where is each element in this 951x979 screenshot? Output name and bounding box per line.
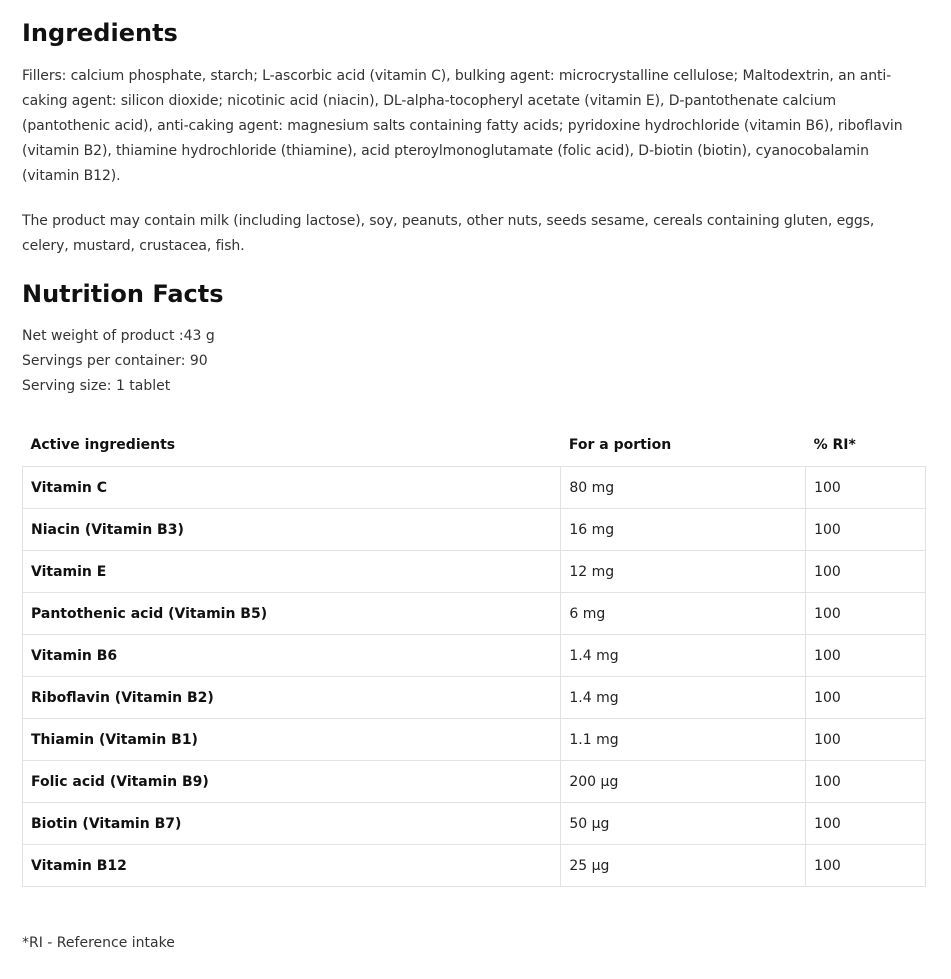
- ingredient-name: Thiamin (Vitamin B1): [23, 719, 561, 761]
- ingredient-name: Pantothenic acid (Vitamin B5): [23, 593, 561, 635]
- header-active-ingredients: Active ingredients: [30, 437, 176, 453]
- ingredient-name: Vitamin B12: [23, 845, 561, 887]
- portion-amount: 12 mg: [561, 551, 806, 593]
- ri-percent: 100: [806, 803, 926, 845]
- net-weight: Net weight of product :43 g: [22, 328, 215, 344]
- ingredients-text: Fillers: calcium phosphate, starch; L-ascorbic acid (vitamin C), bulking agent: microcrystalline cellulose; Maltodextrin, an anti-caking agent: silicon dioxide; nicotinic acid (niacin), DL-alpha-tocopheryl acetate (vitamin E), D-pantothenate calcium (pantothenic acid), anti-caking agent: magnesium salts containing fatty acids; pyridoxine hydrochloride (vitamin B6), riboflavin (vitamin B2), thiamine hydrochloride (thiamine), acid pteroylmonoglutamate (folic acid), D-biotin (biotin), cyanocobalamin (vitamin B12).: [22, 68, 903, 184]
- ingredients-heading: Ingredients: [22, 19, 178, 47]
- header-for-a-portion: For a portion: [568, 437, 672, 453]
- portion-amount: 1.4 mg: [561, 677, 806, 719]
- ri-percent: 100: [806, 509, 926, 551]
- portion-amount: 25 µg: [561, 845, 806, 887]
- portion-amount: 1.1 mg: [561, 719, 806, 761]
- portion-amount: 80 mg: [561, 467, 806, 509]
- table-row: [23, 467, 926, 509]
- nutrition-table: [22, 424, 926, 887]
- table-row: [23, 635, 926, 677]
- nutrition-heading: Nutrition Facts: [22, 280, 224, 308]
- table-row: [23, 845, 926, 887]
- ingredient-name: Riboflavin (Vitamin B2): [23, 677, 561, 719]
- ingredient-name: Niacin (Vitamin B3): [23, 509, 561, 551]
- table-row: [23, 509, 926, 551]
- ri-percent: 100: [806, 719, 926, 761]
- ri-percent: 100: [806, 635, 926, 677]
- table-row: [23, 677, 926, 719]
- ingredient-name: Vitamin C: [23, 467, 561, 509]
- ri-percent: 100: [806, 551, 926, 593]
- table-row: [23, 719, 926, 761]
- ri-percent: 100: [806, 593, 926, 635]
- portion-amount: 16 mg: [561, 509, 806, 551]
- ingredient-name: Biotin (Vitamin B7): [23, 803, 561, 845]
- table-row: [23, 761, 926, 803]
- ingredient-name: Vitamin B6: [23, 635, 561, 677]
- portion-amount: 1.4 mg: [561, 635, 806, 677]
- ingredient-name: Folic acid (Vitamin B9): [23, 761, 561, 803]
- footnote: *RI - Reference intake: [22, 935, 175, 951]
- ri-percent: 100: [806, 677, 926, 719]
- allergens-text: The product may contain milk (including lactose), soy, peanuts, other nuts, seeds sesame, cereals containing gluten, eggs, celery, mustard, crustacea, fish.: [22, 213, 875, 254]
- table-row: [23, 551, 926, 593]
- table-header-row: [23, 424, 926, 467]
- ingredient-name: Vitamin E: [23, 551, 561, 593]
- table-row: [23, 803, 926, 845]
- nutrition-meta: [22, 324, 215, 399]
- portion-amount: 200 µg: [561, 761, 806, 803]
- ri-percent: 100: [806, 761, 926, 803]
- table-row: [23, 593, 926, 635]
- serving-size: Serving size: 1 tablet: [22, 378, 171, 394]
- portion-amount: 6 mg: [561, 593, 806, 635]
- header-ri: % RI*: [813, 437, 856, 453]
- servings-per-container: Servings per container: 90: [22, 353, 208, 369]
- portion-amount: 50 µg: [561, 803, 806, 845]
- ri-percent: 100: [806, 467, 926, 509]
- ri-percent: 100: [806, 845, 926, 887]
